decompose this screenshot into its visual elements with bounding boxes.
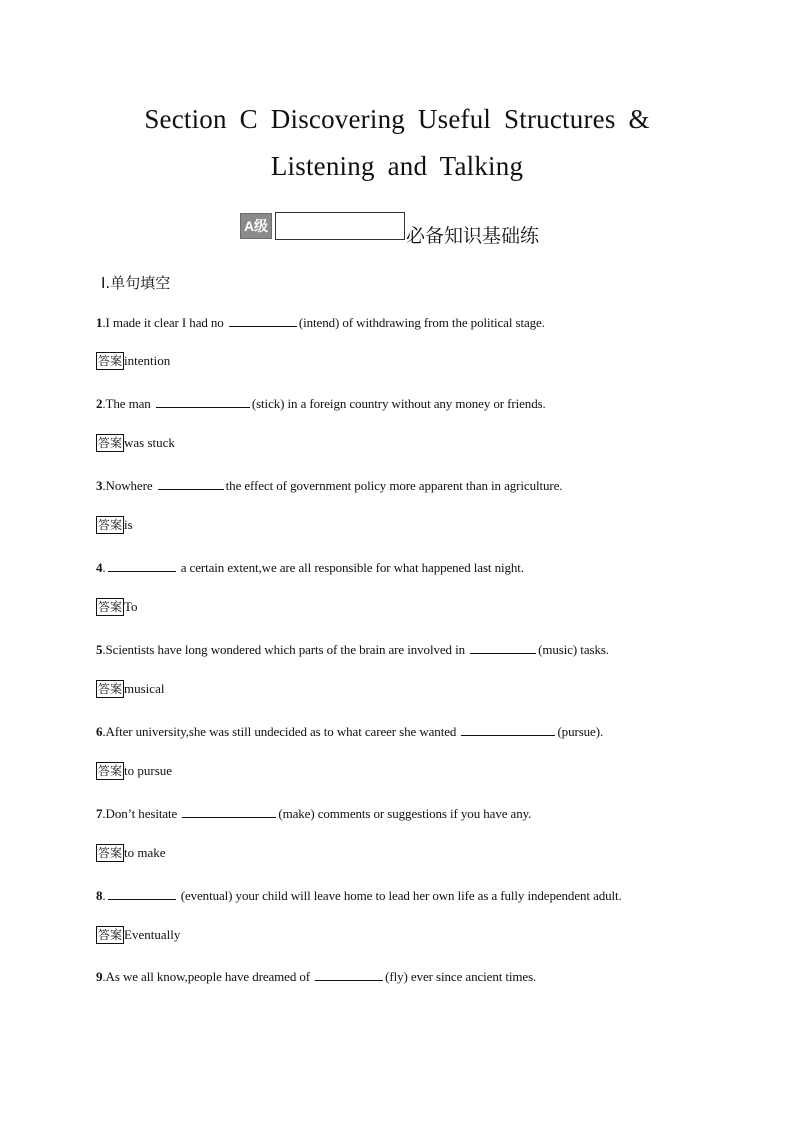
question-5 xyxy=(96,641,609,658)
section-heading: Ⅰ.单句填空 xyxy=(101,274,171,292)
answer-blank xyxy=(461,723,555,736)
answer-blank xyxy=(156,395,250,408)
question-text-before: .The man xyxy=(102,396,154,411)
answer-tag: 答案 xyxy=(98,354,123,369)
answer-4 xyxy=(96,598,138,616)
question-text-after: (music) tasks. xyxy=(538,642,609,657)
question-text-after: (eventual) your child will leave home to lead her own life as a fully independent adult. xyxy=(177,888,622,903)
question-text-before: . xyxy=(102,560,106,575)
answer-text: intention xyxy=(124,353,171,369)
answer-2 xyxy=(96,434,175,452)
question-text-after: (fly) ever since ancient times. xyxy=(385,969,537,984)
answer-8 xyxy=(96,926,180,944)
question-text-after: (pursue). xyxy=(557,724,604,739)
answer-text: musical xyxy=(124,681,165,697)
question-text-before: .Scientists have long wondered which parts of the brain are involved in xyxy=(102,642,469,657)
answer-6 xyxy=(96,762,172,780)
answer-tag: 答案 xyxy=(98,518,123,533)
answer-blank xyxy=(182,805,276,818)
question-8 xyxy=(96,887,622,904)
question-number: 5 xyxy=(96,642,103,657)
question-text-before: .As we all know,people have dreamed of xyxy=(102,969,314,984)
question-2 xyxy=(96,395,546,412)
level-blank-box xyxy=(275,212,405,240)
question-text-after: the effect of government policy more apparent than in agriculture. xyxy=(225,478,563,493)
page-title-line-1: Section C Discovering Useful Structures & xyxy=(144,104,650,134)
question-number: 7 xyxy=(96,806,103,821)
question-7 xyxy=(96,805,531,822)
answer-tag: 答案 xyxy=(98,682,123,697)
question-1 xyxy=(96,314,545,331)
answer-blank xyxy=(158,477,224,490)
answer-blank xyxy=(470,641,536,654)
answer-tag: 答案 xyxy=(98,600,123,615)
level-label: 必备知识基础练 xyxy=(406,225,540,247)
level-badge: A级 xyxy=(240,213,272,239)
question-3 xyxy=(96,477,562,494)
question-text-before: .Nowhere xyxy=(102,478,156,493)
answer-tag: 答案 xyxy=(98,764,123,779)
question-9 xyxy=(96,968,536,985)
question-text-before: .After university,she was still undecided as to what career she wanted xyxy=(102,724,460,739)
answer-3 xyxy=(96,516,133,534)
question-text-before: . xyxy=(102,888,106,903)
question-number: 8 xyxy=(96,888,103,903)
question-number: 9 xyxy=(96,969,103,984)
question-text-after: (make) comments or suggestions if you have any. xyxy=(278,806,532,821)
question-text-before: .I made it clear I had no xyxy=(102,315,227,330)
question-text-before: .Don’t hesitate xyxy=(102,806,181,821)
answer-text: to make xyxy=(124,845,166,861)
answer-text: is xyxy=(124,517,133,533)
question-number: 3 xyxy=(96,478,103,493)
answer-blank xyxy=(229,314,297,327)
question-6 xyxy=(96,723,603,740)
question-number: 2 xyxy=(96,396,103,411)
question-text-after: a certain extent,we are all responsible for what happened last night. xyxy=(177,560,524,575)
question-text-after: (intend) of withdrawing from the political stage. xyxy=(298,315,545,330)
answer-5 xyxy=(96,680,164,698)
page-title-line-2: Listening and Talking xyxy=(270,151,524,181)
answer-tag: 答案 xyxy=(98,846,123,861)
answer-tag: 答案 xyxy=(98,928,123,943)
answer-text: To xyxy=(124,599,138,615)
question-number: 6 xyxy=(96,724,103,739)
answer-text: was stuck xyxy=(124,435,175,451)
question-number: 1 xyxy=(96,315,103,330)
question-number: 4 xyxy=(96,560,103,575)
question-text-after: (stick) in a foreign country without any money or friends. xyxy=(251,396,546,411)
answer-1 xyxy=(96,352,170,370)
answer-blank xyxy=(315,968,383,981)
answer-text: Eventually xyxy=(124,927,181,943)
question-4 xyxy=(96,559,524,576)
answer-blank xyxy=(108,887,176,900)
answer-text: to pursue xyxy=(124,763,173,779)
answer-blank xyxy=(108,559,176,572)
answer-tag: 答案 xyxy=(98,436,123,451)
answer-7 xyxy=(96,844,166,862)
